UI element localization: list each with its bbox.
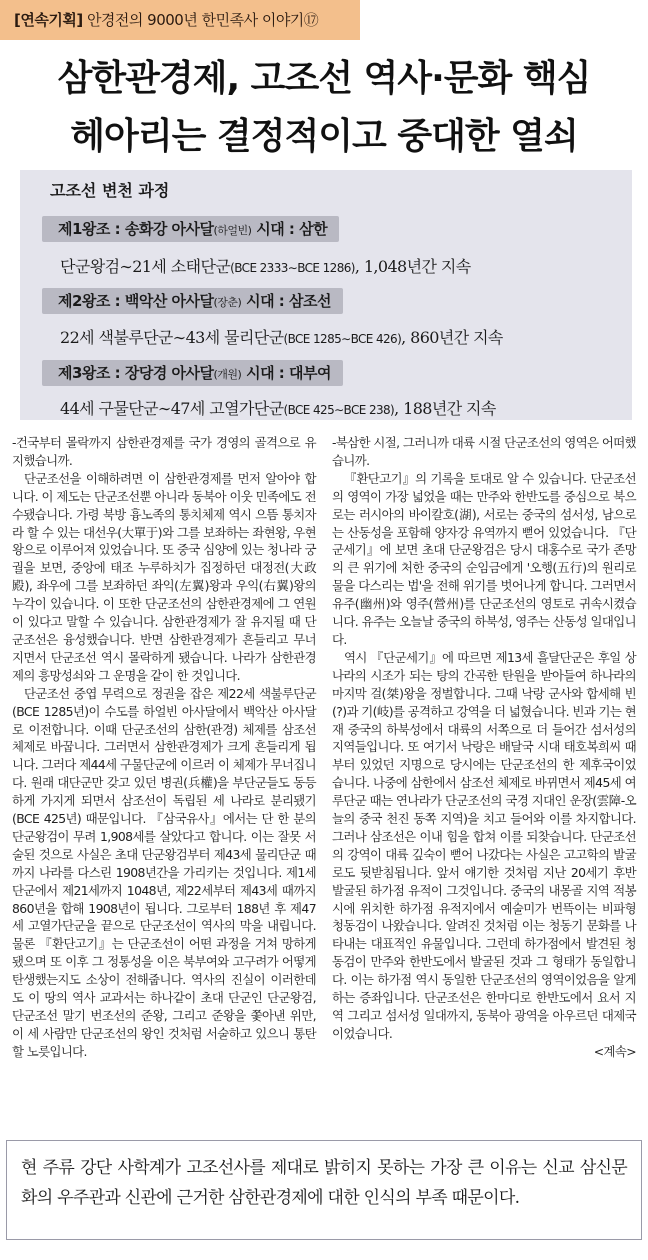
continued-marker: <계속> (593, 1043, 636, 1059)
era-2-duration: , 860년간 지속 (401, 328, 503, 347)
era-1-label-era: 시대 : 삼한 (251, 220, 328, 238)
article-paragraph: 역시 『단군세기』에 따르면 제13세 흘달단군은 후일 상나라의 시조가 되는 탕의 간곡한 탄원을 받아들여 하나라의 마지막 걸(桀)왕을 정벌합니다. 그때 낙랑 군사와 합세해 빈(?)과 기(岐)를 공격하고 강역을 더 넓혔습니다. 빈과 기는 현재 중국의 하북성에서 대륙의 서쪽으로 더 들어간 섬서성의 지역들입니다. 또 여기서 낙랑은 배달국 시대 태호복희씨 때부터 있었던 지명으로 당시에는 단군조선의 한 제후국이었습니다. 나중에 삼한에서 삼조선 체제로 바뀌면서 제45세 여루단군 때는 연나라가 단군조선의 국경 지대인 운장(雲障-오늘의 중국 천진 동쪽 지역)을 치고 들어와 이를 차지합니다. 그러나 삼조선은 이내 힘을 합쳐 이를 되찾습니다. 단군조선의 강역이 대륙 깊숙이 뻗어 나갔다는 사실은 고고학의 발굴로도 뒷받침됩니다. 앞서 얘기한 것처럼 지난 20세기 후반 발굴된 하가점 유적이 그것입니다. 중국의 내몽골 지역 적봉시에 위치한 하가점 유적지에서 예술미가 번뜩이는 비파형 청동검이 나왔습니다. 알려진 것처럼 이는 청동기 문화를 나타내는 대표적인 유물입니다. 그런데 하가점에서 발견된 청동검이 만주와 한반도에서 발굴된 것과 그 형태가 동일합니다. 이는 하가점 역시 동일한 단군조선의 영역이었음을 알게 하는 증좌입니다. 단군조선은 한마디로 한반도에서 요서 지역 그리고 섬서성 일대까지, 동북아 광역을 아우르던 대제국이었습니다. (332, 649, 636, 1041)
era-3-label-era: 시대 : 대부여 (241, 364, 331, 382)
pull-quote-box (6, 1140, 642, 1240)
series-title: 안경전의 9000년 한민족사 이야기⑰ (82, 11, 319, 29)
era-3-label (42, 360, 343, 386)
article-column-right (332, 434, 636, 1061)
series-tab (0, 0, 360, 40)
era-1-label-place: (하얼빈) (213, 224, 252, 237)
series-kicker: [연속기획] (14, 11, 83, 29)
era-1-rulers: 단군왕검∼21세 소태단군 (60, 257, 231, 276)
era-1-duration: , 1,048년간 지속 (354, 257, 471, 276)
era-2-label (42, 288, 343, 314)
interview-question: -건국부터 몰락까지 삼한관경제를 국가 경영의 골격으로 유지했습니까. (12, 435, 316, 468)
era-3-label-main: 제3왕조 : 장당경 아사달 (58, 364, 214, 382)
pull-quote-text: 현 주류 강단 사학계가 고조선사를 제대로 밝히지 못하는 가장 큰 이유는 신교 삼신문화의 우주관과 신관에 근거한 삼한관경제에 대한 인식의 부족 때문이다. (21, 1158, 627, 1208)
interview-question: -북삼한 시절, 그러니까 대륙 시절 단군조선의 영역은 어떠했습니까. (332, 435, 636, 468)
era-1-label-main: 제1왕조 : 송화강 아사달 (58, 220, 214, 238)
era-2-dates: (BCE 1285∼BCE 426) (283, 332, 402, 346)
article-paragraph: 단군조선 중엽 무력으로 정권을 잡은 제22세 색불루단군(BCE 1285년)이 수도를 하얼빈 아사달에서 백악산 아사달로 이전합니다. 이때 단군조선의 삼한(관경) 체제를 삼조선 체제로 바꿉니다. 그러면서 삼한관경제가 크게 흔들리게 됩니다. 그러다 제44세 구물단군에 이르러 이 체제가 무너집니다. 원래 대단군만 갖고 있던 병권(兵權)을 부단군들도 동등하게 가지게 되면서 삼조선이 독립된 세 나라로 분리됐기(BCE 425년) 때문입니다. 『삼국유사』에서는 단 한 분의 단군왕검이 무려 1,908세를 살았다고 합니다. 이는 잘못 서술된 것으로 사실은 초대 단군왕검부터 제43세 물리단군 때까지 나라를 다스린 1908년간을 가리키는 것입니다. 제1세 단군에서 제21세까지 1048년, 제22세부터 제43세 때까지 860년을 합해 1908년이 됩니다. 그로부터 188년 후 제47세 고열가단군을 끝으로 단군조선이 역사의 막을 내립니다. 물론 『환단고기』는 단군조선이 어떤 과정을 거쳐 망하게 됐으며 또 이후 그 정통성을 이은 북부여와 고구려가 어떻게 탄생했는지도 소상이 전해줍니다. 역사의 진실이 이러한데도 이 땅의 역사 교과서는 하나같이 초대 단군인 단군왕검, 단군조선 말기 번조선의 준왕, 그리고 준왕을 쫓아낸 위만, 이 세 사람만 단군조선의 왕인 것처럼 서술하고 있으니 통탄할 노릇입니다. (12, 685, 316, 1059)
era-2-description (60, 325, 503, 348)
era-3-duration: , 188년간 지속 (394, 399, 496, 418)
article-paragraph: 단군조선을 이해하려면 이 삼한관경제를 먼저 알아야 합니다. 이 제도는 단군조선뿐 아니라 동북아 이웃 민족에도 전수됐습니다. 가령 북방 흉노족의 통치체제 역시 으뜸 통치자라 할 수 있는 대선우(大單于)와 그를 보좌하는 좌현왕, 우현왕으로 이루어져 있었습니다. 또 중국 심양에 있는 청나라 궁궐을 보면, 중앙에 태조 누루하치가 집정하던 대정전(大政殿), 좌우에 그를 보좌하던 좌익(左翼)왕과 우익(右翼)왕의 누각이 있습니다. 이 또한 단군조선의 삼한관경제에 그 연원이 있다고 말할 수 있습니다. 삼한관경제가 잘 유지될 때 단군조선은 융성했습니다. 반면 삼한관경제가 흔들리고 무너지면서 단군조선 역시 몰락하게 됐습니다. 나라가 삼한관경제의 흥망성쇠와 그 운명을 같이 한 것입니다. (12, 470, 316, 683)
timeline-box (20, 170, 632, 420)
headline-line-1: 삼한관경제, 고조선 역사·문화 핵심 (57, 58, 591, 99)
era-2-rulers: 22세 색불루단군∼43세 물리단군 (60, 328, 284, 347)
headline-line-2: 헤아리는 결정적이고 중대한 열쇠 (70, 116, 578, 157)
article-column-left (12, 434, 316, 1061)
timeline-title: 고조선 변천 과정 (50, 181, 170, 200)
era-3-label-place: (개원) (213, 368, 242, 381)
era-1-description (60, 254, 471, 277)
era-3-dates: (BCE 425∼BCE 238) (283, 403, 395, 417)
era-2-label-main: 제2왕조 : 백악산 아사달 (58, 292, 214, 310)
era-1-dates: (BCE 2333∼BCE 1286) (230, 261, 355, 275)
era-2-label-place: (장춘) (213, 296, 242, 309)
era-3-description (60, 396, 496, 419)
era-2-label-era: 시대 : 삼조선 (241, 292, 331, 310)
era-1-label (42, 216, 339, 242)
article-paragraph: 『환단고기』의 기록을 토대로 알 수 있습니다. 단군조선의 영역이 가장 넓었을 때는 만주와 한반도를 중심으로 북으로는 러시아의 바이칼호(湖), 서로는 중국의 섬서성, 남으로는 산동성을 포함해 양자강 유역까지 뻗어 있었습니다. 『단군세기』에 보면 초대 단군왕검은 당시 대홍수로 국가 존망의 큰 위기에 처한 중국의 순임금에게 '오행(五行)의 원리로 물을 다스리는 법'을 전해 위기를 벗어나게 합니다. 그러면서 유주(幽州)와 영주(營州)를 단군조선의 영토로 귀속시켰습니다. 유주는 오늘날 중국의 하북성, 영주는 산동성 일대입니다. (332, 470, 636, 647)
era-3-rulers: 44세 구물단군∼47세 고열가단군 (60, 399, 284, 418)
